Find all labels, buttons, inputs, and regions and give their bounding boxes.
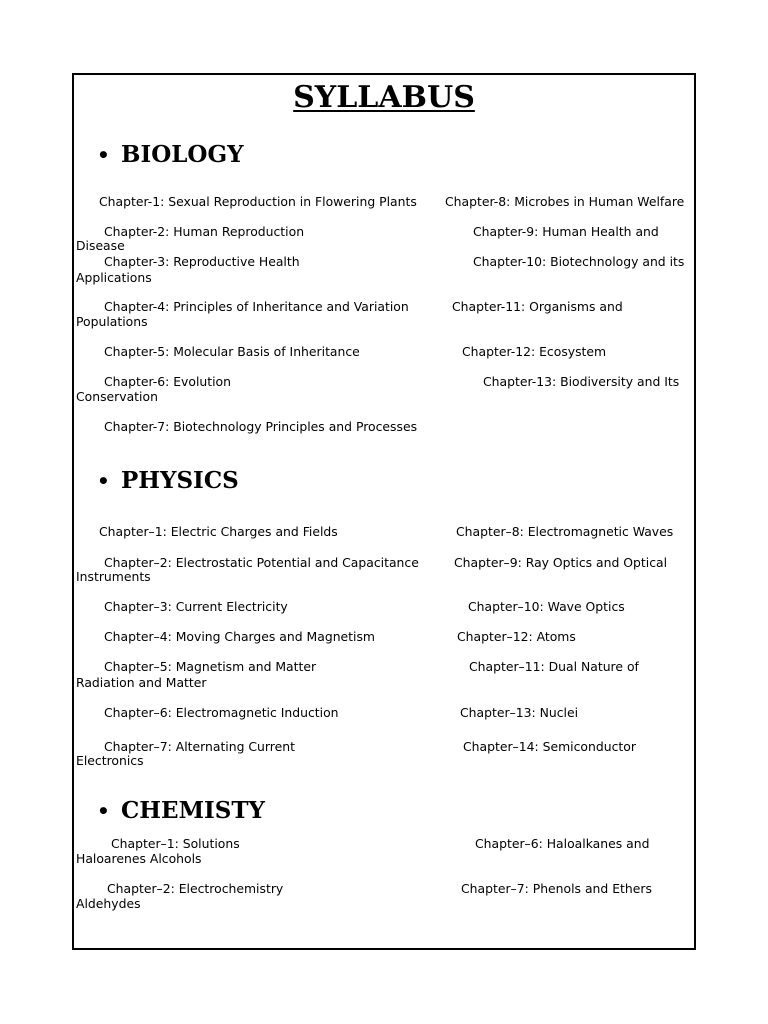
list-item: Chapter–4: Moving Charges and Magnetism [104, 629, 375, 644]
bullet-icon: • [97, 469, 110, 493]
section-heading-chemistry [97, 797, 265, 825]
bullet-icon: • [97, 799, 110, 823]
list-item: Radiation and Matter [76, 675, 207, 690]
list-item: Chapter–1: Solutions [111, 836, 240, 851]
list-item: Chapter–11: Dual Nature of [469, 659, 639, 674]
page-title: SYLLABUS [293, 80, 475, 115]
section-heading-biology [97, 141, 244, 169]
list-item: Chapter–9: Ray Optics and Optical [454, 555, 668, 570]
list-item: Chapter–14: Semiconductor [463, 739, 636, 754]
list-item: Electronics [76, 753, 144, 768]
list-item: Chapter-6: Evolution [104, 374, 231, 389]
list-item: Chapter–1: Electric Charges and Fields [99, 524, 338, 539]
list-item: Chapter–10: Wave Optics [468, 599, 625, 614]
list-item: Applications [76, 270, 152, 285]
list-item: Chapter–5: Magnetism and Matter [104, 659, 317, 674]
section-title: PHYSICS [121, 467, 239, 494]
list-item: Aldehydes [76, 896, 141, 911]
list-item: Chapter-3: Reproductive Health [104, 254, 300, 269]
list-item: Instruments [76, 569, 151, 584]
list-item: Chapter-10: Biotechnology and its [473, 254, 685, 269]
list-item: Conservation [76, 389, 158, 404]
bullet-icon: • [97, 143, 110, 167]
list-item: Chapter–7: Phenols and Ethers [461, 881, 652, 896]
list-item: Chapter–13: Nuclei [460, 705, 579, 720]
list-item: Chapter–3: Current Electricity [104, 599, 288, 614]
list-item: Chapter-2: Human Reproduction [104, 224, 305, 239]
section-title: CHEMISTY [121, 797, 265, 824]
list-item: Chapter–6: Electromagnetic Induction [104, 705, 339, 720]
section-title: BIOLOGY [121, 141, 244, 168]
list-item: Chapter-4: Principles of Inheritance and Variation [104, 299, 409, 314]
list-item: Chapter-5: Molecular Basis of Inheritance [104, 344, 360, 359]
list-item: Chapter-7: Biotechnology Principles and Processes [104, 419, 418, 434]
list-item: Chapter-11: Organisms and [452, 299, 623, 314]
list-item: Populations [76, 314, 148, 329]
list-item: Chapter-12: Ecosystem [462, 344, 607, 359]
list-item: Chapter–2: Electrochemistry [107, 881, 284, 896]
section-heading-physics [97, 467, 239, 495]
list-item: Chapter–12: Atoms [457, 629, 576, 644]
list-item: Haloarenes Alcohols [76, 851, 202, 866]
list-item: Chapter–2: Electrostatic Potential and Capacitance [104, 555, 419, 570]
list-item: Disease [76, 238, 125, 253]
list-item: Chapter–7: Alternating Current [104, 739, 295, 754]
list-item: Chapter-8: Microbes in Human Welfare [445, 194, 685, 209]
list-item: Chapter-9: Human Health and [473, 224, 659, 239]
list-item: Chapter–8: Electromagnetic Waves [456, 524, 674, 539]
list-item: Chapter-13: Biodiversity and Its [483, 374, 680, 389]
list-item: Chapter–6: Haloalkanes and [475, 836, 650, 851]
list-item: Chapter-1: Sexual Reproduction in Flowering Plants [99, 194, 417, 209]
